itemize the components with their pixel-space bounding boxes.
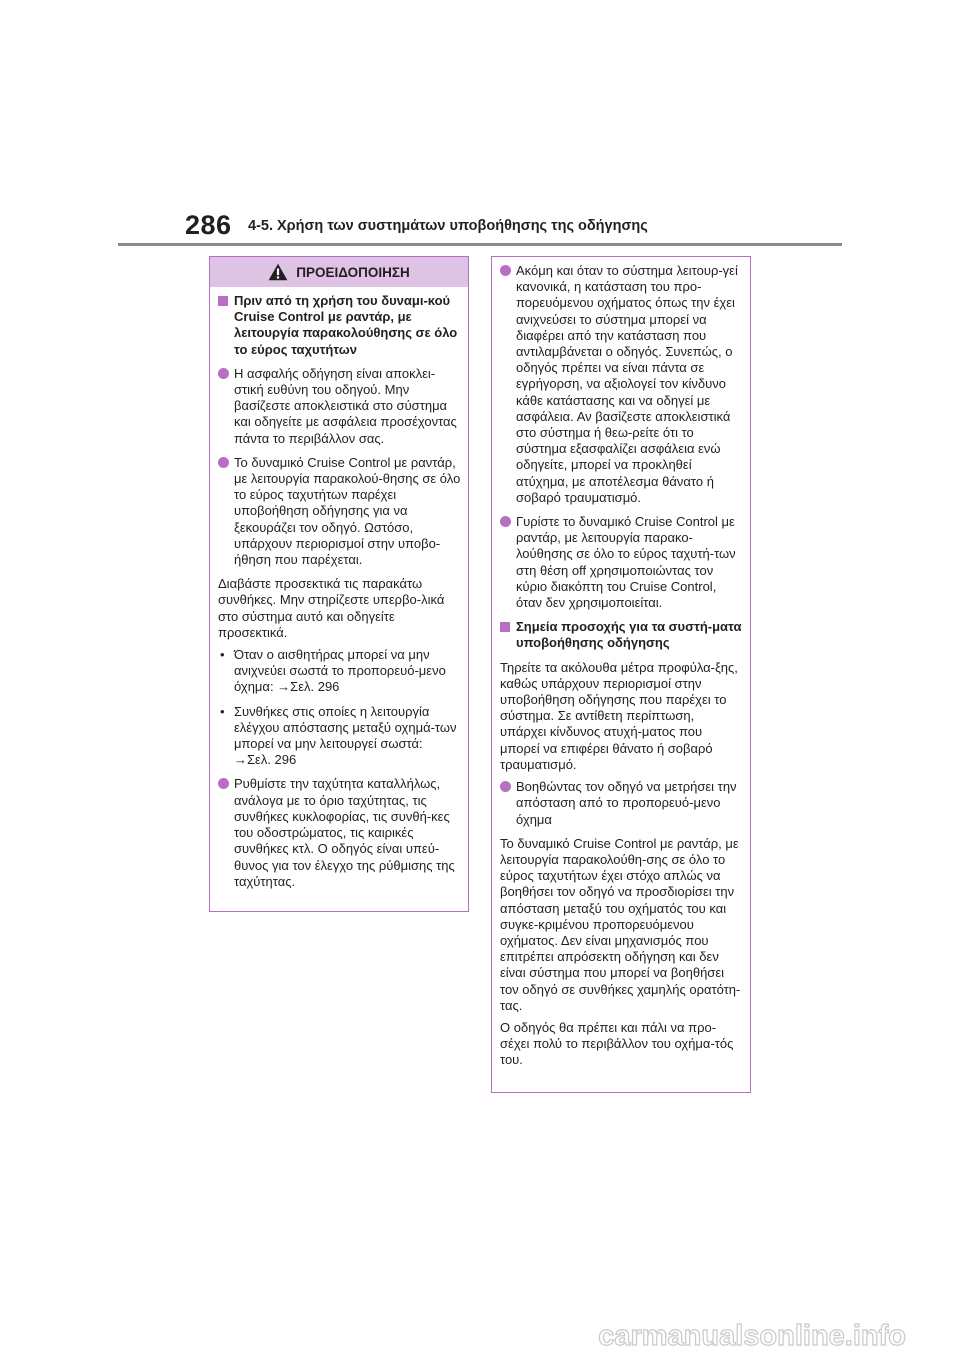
section-title: 4-5. Χρήση των συστημάτων υποβοήθησης της οδήγησης — [248, 218, 648, 234]
bullet-text: Η ασφαλής οδήγηση είναι αποκλει-στική ευθύνη του οδηγού. Μην βασίζεστε αποκλειστικά στο σύστημα και οδηγείτε με ασφάλεια προσέχοντας πάντα το περιβάλλον σας. — [234, 365, 457, 446]
heading-text: Πριν από τη χρήση του δυναμι-κού Cruise Control με ραντάρ, με λειτουργία παρακολούθησης σε όλο το εύρος ταχυτήτων — [234, 293, 458, 357]
page-number: 286 — [185, 210, 232, 240]
bullet-text: Ρυθμίστε την ταχύτητα καταλλήλως, ανάλογα με το όριο ταχύτητας, τις συνθήκες κυκλοφορίας, τις συνθή-κες του οδοστρώματος, τις καιρικές συνθήκες κτλ. Ο οδηγός είναι υπεύ-θυνος για τον έλεγχο της ρύθμισης της ταχύτητας. — [234, 776, 455, 889]
warning-title: ΠΡΟΕΙΔΟΠΟΙΗΣΗ — [296, 264, 410, 280]
dot-item-text: Όταν ο αισθητήρας μπορεί να μην ανιχνεύει σωστά το προπορευό-μενο όχημα: →Σελ. 296 — [234, 647, 446, 695]
bullet-text: Βοηθώντας τον οδηγό να μετρήσει την απόσταση από το προπορευό-μενο όχημα — [516, 779, 737, 827]
watermark-text: carmanualsonline.info — [598, 1320, 906, 1352]
dot-item-text: Συνθήκες στις οποίες η λειτουργία ελέγχου απόστασης μεταξύ οχημά-των μπορεί να μην λειτουργεί σωστά: →Σελ. 296 — [234, 703, 457, 768]
bullet-text: Το δυναμικό Cruise Control με ραντάρ, με λειτουργία παρακολού-θησης σε όλο το εύρος ταχυτήτων παρέχει υποβοήθηση οδήγησης για να ξεκουράζει τον οδηγό. Ωστόσο, υπάρχουν περιορισμοί στην υποβο-ήθηση που παρέχεται. — [234, 454, 461, 568]
bullet-text: Γυρίστε το δυναμικό Cruise Control με ραντάρ, με λειτουργία παρακο-λούθησης σε όλο το εύρος ταχυτή-των στη θέση off χρησιμοποιώντας τον κύριο διακόπτη του Cruise Control, όταν δεν χρησιμοποιείται. — [516, 514, 736, 611]
paragraph: Ο οδηγός θα πρέπει και πάλι να προ-σέχει πολύ το περιβάλλον του οχήμα-τός του. — [500, 1019, 734, 1068]
heading-text: Σημεία προσοχής για τα συστή-ματα υποβοήθησης οδήγησης — [516, 619, 742, 651]
dot-bullet-icon: • — [220, 703, 225, 719]
paragraph: Το δυναμικό Cruise Control με ραντάρ, με λειτουργία παρακολούθη-σης σε όλο το εύρος ταχυτήτων έχει στόχο απλώς να βοηθήσει τον οδηγό να προσδιορίσει την απόσταση μεταξύ του οχήματός του και συγκε-κριμένου προπορευόμενου οχήματος. Δεν είναι μηχανισμός που επιτρέπει απρόσεκτη οδήγηση και δεν είναι σύστημα που μπορεί να βοηθήσει τον οδηγό σε συνθήκες χαμηλής ορατότη-τας. — [500, 835, 741, 1013]
bullet-text: Ακόμη και όταν το σύστημα λειτουρ-γεί κανονικά, η κατάσταση του προ-πορευόμενου οχήματος όπως την έχει ανιχνεύσει το σύστημα μπορεί να διαφέρει από την κατάσταση που αντιλαμβάνεται ο οδηγός. Συνεπώς, ο οδηγός πρέπει να είναι πάντα σε εγρήγορση, να αξιολογεί τον κίνδυνο κάθε κατάστασης και να οδηγεί με ασφάλεια. Αν βασίζεστε αποκλειστικά στο σύστημα ή θεω-ρείτε ότι το σύστημα εξασφαλίζει ασφάλεια ενώ οδηγείτε, μπορεί να προκληθεί ατύχημα, με αποτέλεσμα θάνατο ή σοβαρό τραυματισμό. — [516, 263, 738, 505]
paragraph: Διαβάστε προσεκτικά τις παρακάτω συνθήκες. Μην στηρίζεστε υπερβο-λικά στο σύστημα αυτό και οδηγείτε προσεκτικά. — [218, 576, 445, 640]
dot-bullet-icon: • — [220, 647, 225, 663]
paragraph: Τηρείτε τα ακόλουθα μέτρα προφύλα-ξης, καθώς υπάρχουν περιορισμοί στην υποβοήθηση οδήγησης που παρέχει το σύστημα. Σε αντίθετη περίπτωση, υπάρχει κίνδυνος ατυχή-ματος που μπορεί να επιφέρει θάνατο ή σοβαρό τραυματισμό. — [500, 659, 738, 772]
